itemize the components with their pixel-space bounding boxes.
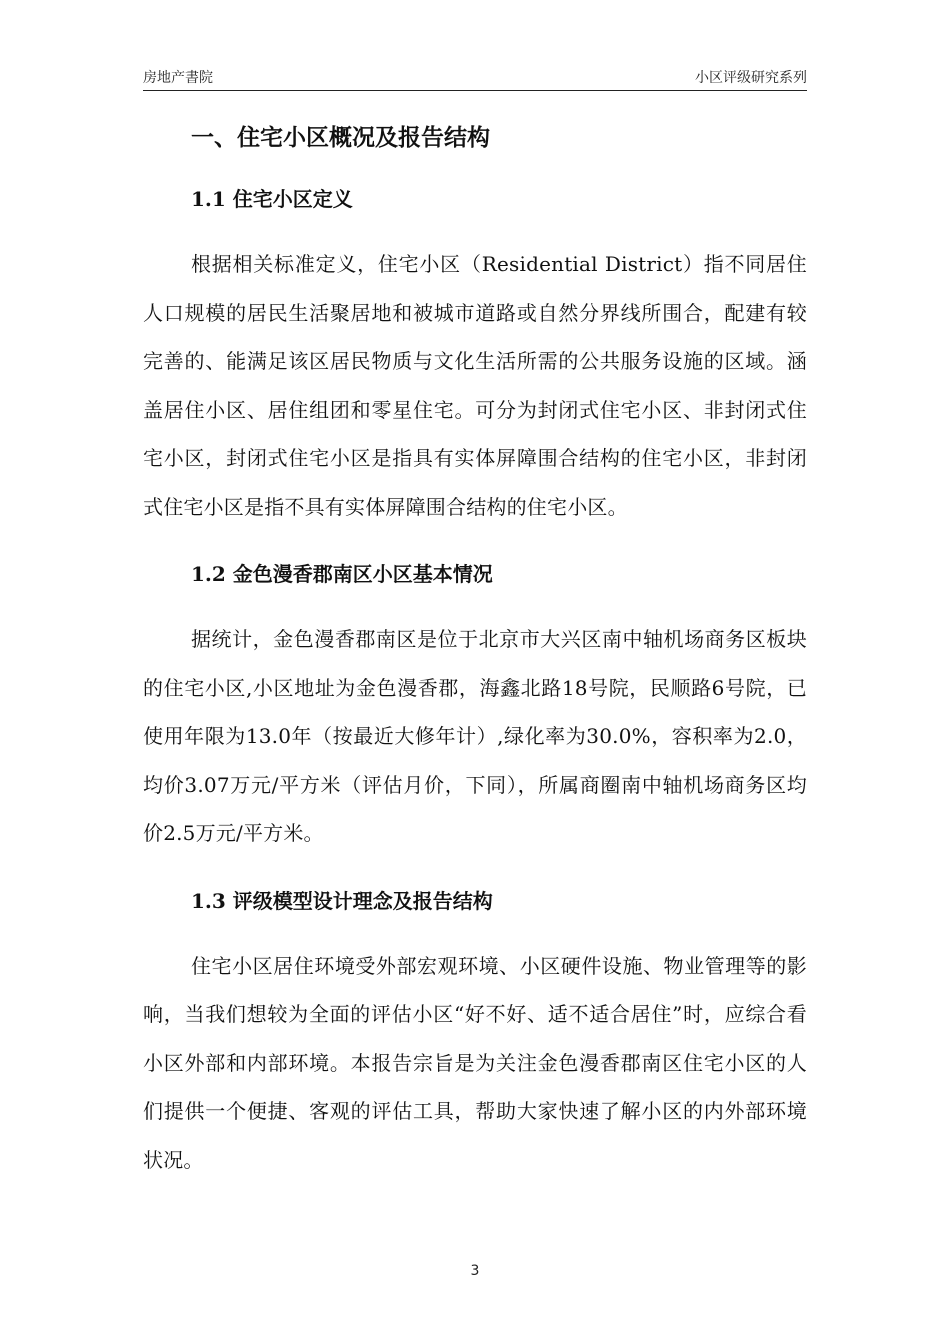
header-right-text: 小区评级研究系列 [695, 70, 807, 86]
section-title-1-1: 1.1 住宅小区定义 [191, 187, 353, 211]
page-number: 3 [470, 1263, 480, 1279]
section-body-1-3: 住宅小区居住环境受外部宏观环境、小区硬件设施、物业管理等的影响，当我们想较为全面的评估小区“好不好、适不适合居住”时，应综合看小区外部和内部环境。本报告宗旨是为关注金色漫香郡南区住宅小区的人们提供一个便捷、客观的评估工具，帮助大家快速了解小区的内外部环境状况。 [143, 953, 807, 1172]
section-body-1-1: 根据相关标准定义，住宅小区（Residential District）指不同居住人口规模的居民生活聚居地和被城市道路或自然分界线所围合，配建有较完善的、能满足该区居民物质与文化生活所需的公共服务设施的区域。涵盖居住小区、居住组团和零星住宅。可分为封闭式住宅小区、非封闭式住宅小区，封闭式住宅小区是指具有实体屏障围合结构的住宅小区，非封闭式住宅小区是指不具有实体屏障围合结构的住宅小区。 [143, 252, 807, 519]
section-body-1-2: 据统计，金色漫香郡南区是位于北京市大兴区南中轴机场商务区板块的住宅小区,小区地址为金色漫香郡，海鑫北路18号院，民顺路6号院，已使用年限为13.0年（按最近大修年计）,绿化率为30.0%，容积率为2.0，均价3.07万元/平方米（评估月价，下同），所属商圈南中轴机场商务区均价2.5万元/平方米。 [143, 627, 807, 845]
page-content [143, 112, 807, 1184]
section-title-1-3: 1.3 评级模型设计理念及报告结构 [191, 888, 493, 913]
header-left-text: 房地产書院 [143, 70, 213, 86]
page-header [143, 64, 807, 91]
section-title-1-2: 1.2 金色漫香郡南区小区基本情况 [191, 562, 493, 586]
chapter-title: 一、住宅小区概况及报告结构 [191, 124, 490, 151]
